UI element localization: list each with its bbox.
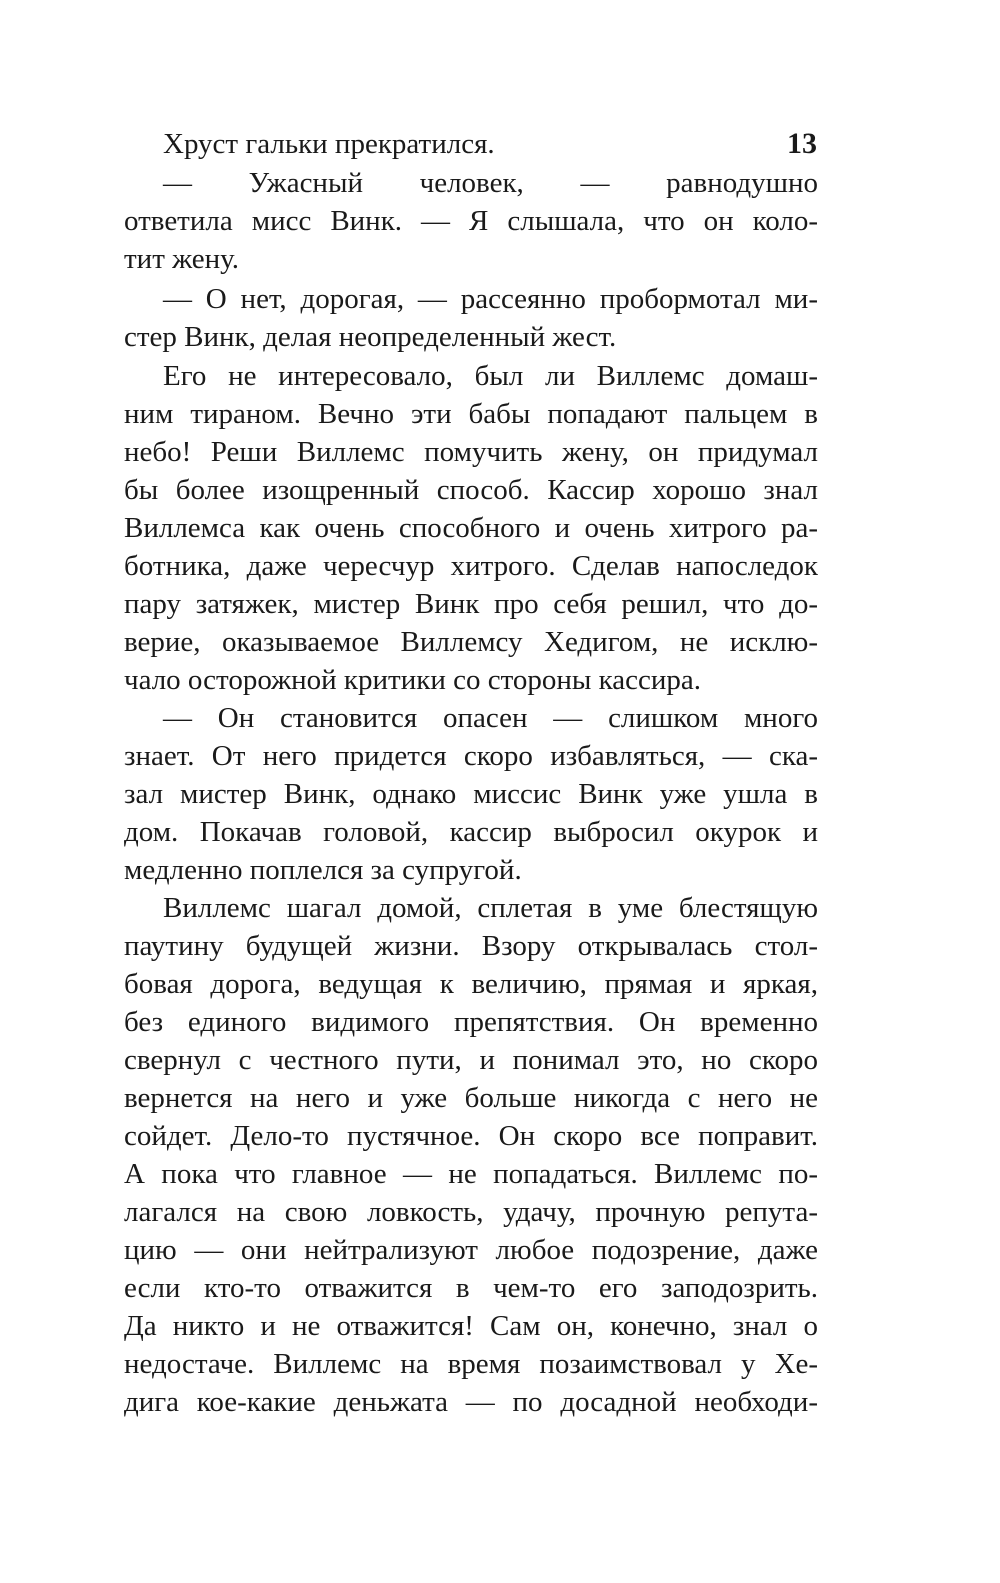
text-line-5: — О нет, дорогая, — рассеянно пробормотал ми- [163,283,818,315]
text-line-3: ответила мисс Винк. — Я слышала, что он коло- [124,205,818,237]
text-line-14: верие, оказываемое Виллемсу Хедигом, не исклю- [124,626,818,658]
text-line-6: стер Винк, делая неопределенный жест. [124,321,617,353]
text-line-1: Хруст гальки прекратился. [163,128,495,160]
page-number: 13 [787,127,817,160]
text-line-19: дом. Покачав головой, кассир выбросил окурок и [124,816,818,848]
text-line-32: Да никто и не отважится! Сам он, конечно, знал о [124,1310,818,1342]
text-line-31: если кто-то отважится в чем-то его заподозрить. [124,1272,818,1304]
text-line-20: медленно поплелся за супругой. [124,854,522,886]
text-line-7: Его не интересовало, был ли Виллемс домаш- [163,360,818,392]
text-line-25: свернул с честного пути, и понимал это, но скоро [124,1044,818,1076]
text-line-17: знает. От него придется скоро избавляться, — ска- [124,740,818,772]
text-line-9: небо! Реши Виллемс помучить жену, он придумал [124,436,818,468]
text-line-2: — Ужасный человек, — равнодушно [163,167,818,199]
text-line-18: зал мистер Винк, однако миссис Винк уже ушла в [124,778,818,810]
text-line-16: — Он становится опасен — слишком много [163,702,818,734]
text-line-12: ботника, даже чересчур хитрого. Сделав напоследок [124,550,818,582]
text-line-11: Виллемса как очень способного и очень хитрого ра- [124,512,818,544]
text-line-4: тит жену. [124,243,240,275]
text-line-15: чало осторожной критики со стороны кассира. [124,664,702,696]
text-line-21: Виллемс шагал домой, сплетая в уме блестящую [163,892,818,924]
text-line-34: дига кое-какие деньжата — по досадной необходи- [124,1386,818,1418]
text-line-13: пару затяжек, мистер Винк про себя решил, что до- [124,588,818,620]
text-line-23: бовая дорога, ведущая к величию, прямая и яркая, [124,968,818,1000]
text-line-30: цию — они нейтрализуют любое подозрение, даже [124,1234,818,1266]
text-line-24: без единого видимого препятствия. Он временно [124,1006,818,1038]
text-line-29: лагался на свою ловкость, удачу, прочную репута- [124,1196,818,1228]
text-line-27: сойдет. Дело-то пустячное. Он скоро все поправит. [124,1120,818,1152]
text-line-22: паутину будущей жизни. Взору открывалась стол- [124,930,818,962]
text-line-8: ним тираном. Вечно эти бабы попадают пальцем в [124,398,818,430]
text-line-33: недостаче. Виллемс на время позаимствовал у Хе- [124,1348,818,1380]
text-line-28: А пока что главное — не попадаться. Виллемс по- [124,1158,818,1190]
text-line-10: бы более изощренный способ. Кассир хорошо знал [124,474,818,506]
text-line-26: вернется на него и уже больше никогда с него не [124,1082,818,1114]
